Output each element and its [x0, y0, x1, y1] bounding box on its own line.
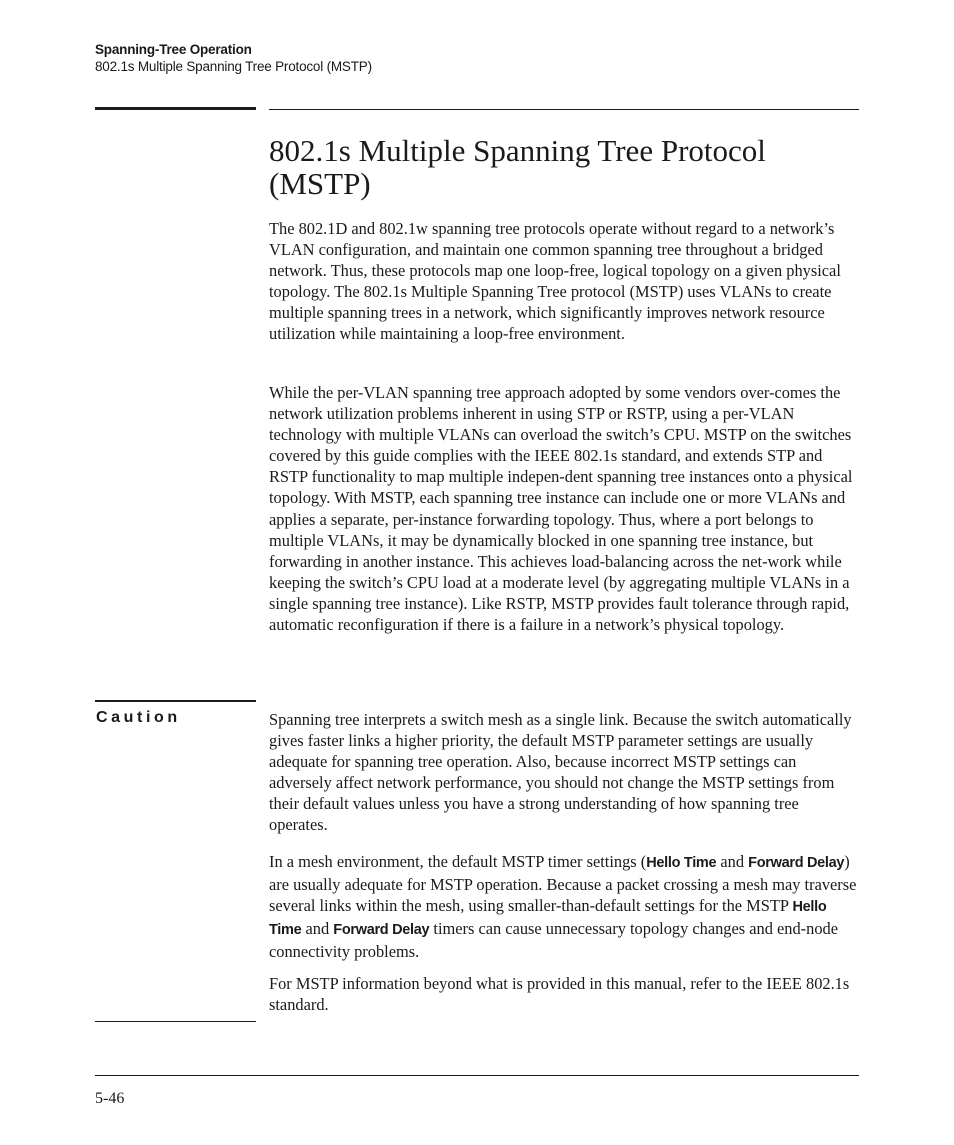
caution-p2-text-d: ) are usually adequate for MSTP operation. Because a packet crossing a mesh may traverse several links within the mesh, using smaller-than-default settings for the MSTP — [269, 852, 857, 916]
page-title-line-1: 802.1s Multiple Spanning Tree Protocol — [269, 133, 766, 168]
hello-time-term: Hello Time — [646, 855, 717, 871]
caution-label: Caution — [96, 709, 181, 726]
caution-paragraph-2 — [269, 851, 859, 962]
forward-delay-term: Forward Delay — [748, 855, 845, 871]
footer-rule — [95, 1075, 859, 1076]
caution-top-rule — [95, 700, 256, 702]
caution-paragraph-1: Spanning tree interprets a switch mesh as a single link. Because the switch automatically gives faster links a higher priority, the default MSTP parameter settings are usually adequate for spanning tree operation. Also, because incorrect MSTP settings can adversely affect network performance, you should not change the MSTP settings from their default values unless you have a strong understanding of how spanning tree operates. — [269, 710, 852, 835]
caution-p2-text-f: timers can cause unnecessary topology changes and end-node connectivity problems. — [269, 919, 839, 962]
running-header — [95, 41, 372, 75]
caution-p2-text-e: and — [301, 919, 334, 939]
hello-time-term: Hello Time — [269, 899, 827, 939]
running-header-section: Spanning-Tree Operation — [95, 42, 252, 57]
page-number: 5-46 — [95, 1090, 125, 1107]
body-paragraph-1: The 802.1D and 802.1w spanning tree protocols operate without regard to a network’s VLAN configuration, and maintain one common spanning tree throughout a bridged network. Thus, these protocols map one loop-free, logical topology on a given physical topology. The 802.1s Multiple Spanning Tree protocol (MSTP) uses VLANs to create multiple spanning trees in a network, which significantly improves network resource utilization while maintaining a loop-free environment. — [269, 219, 841, 344]
caution-p2-text-c: and — [716, 852, 749, 871]
left-thick-rule — [95, 107, 256, 110]
caution-p2-text-a: In a mesh environment, the default MSTP timer settings ( — [269, 852, 647, 871]
top-rule — [269, 109, 859, 110]
page-title — [269, 134, 859, 200]
caution-bottom-rule — [95, 1021, 256, 1022]
running-header-subsection: 802.1s Multiple Spanning Tree Protocol (MSTP) — [95, 59, 372, 74]
caution-paragraph-3: For MSTP information beyond what is provided in this manual, refer to the IEEE 802.1s standard. — [269, 974, 850, 1015]
page-title-line-2: (MSTP) — [269, 166, 371, 201]
body-paragraph-2: While the per-VLAN spanning tree approach adopted by some vendors over-comes the network utilization problems inherent in using STP or RSTP, using a per-VLAN technology with multiple VLANs can overload the switch’s CPU. MSTP on the switches covered by this guide complies with the IEEE 802.1s standard, and extends STP and RSTP functionality to map multiple indepen-dent spanning tree instances onto a physical topology. With MSTP, each spanning tree instance can include one or more VLANs and applies a separate, per-instance forwarding topology. Thus, where a port belongs to multiple VLANs, it may be dynamically blocked in one spanning tree instance, but forwarding in another instance. This achieves load-balancing across the net-work while keeping the switch’s CPU load at a moderate level (by aggregating multiple VLANs in a single spanning tree instance). Like RSTP, MSTP provides fault tolerance through rapid, automatic reconfiguration if there is a failure in a network’s physical topology. — [269, 383, 853, 635]
forward-delay-term: Forward Delay — [333, 922, 430, 939]
